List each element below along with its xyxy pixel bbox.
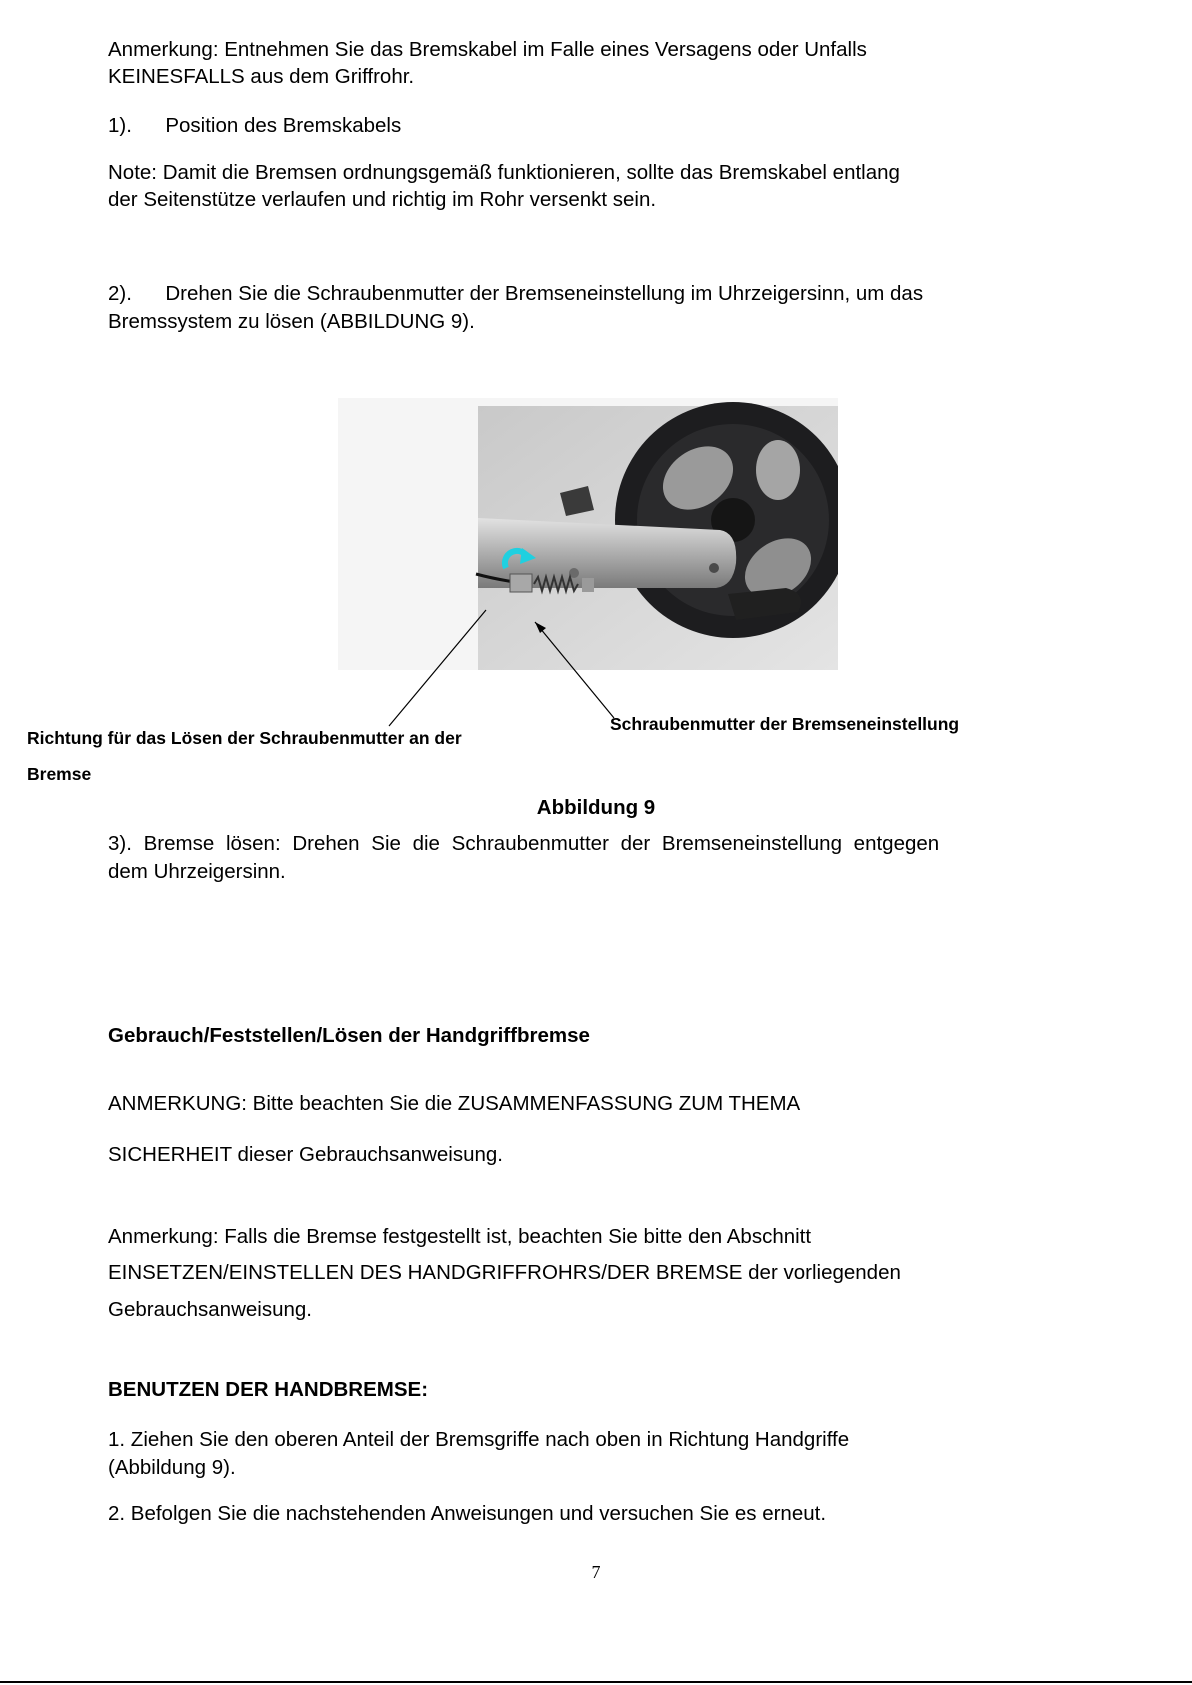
leader-line-right bbox=[535, 622, 614, 718]
page-number: 7 bbox=[591, 1562, 601, 1582]
figure-caption: Abbildung 9 bbox=[536, 796, 656, 819]
handbrake-step1-line1: 1. Ziehen Sie den oberen Anteil der Bremsgriffe nach oben in Richtung Handgriffe bbox=[108, 1428, 850, 1451]
note-function-line2: der Seitenstütze verlaufen und richtig im Rohr versenkt sein. bbox=[108, 188, 657, 211]
note-locked-line1: Anmerkung: Falls die Bremse festgestellt ist, beachten Sie bitte den Abschnitt bbox=[108, 1225, 812, 1248]
note-locked-line3: Gebrauchsanweisung. bbox=[108, 1298, 312, 1321]
step1-text: Position des Bremskabels bbox=[165, 114, 402, 137]
figure-label-nut: Schraubenmutter der Bremseneinstellung bbox=[610, 714, 960, 734]
heading-handbrake: BENUTZEN DER HANDBREMSE: bbox=[108, 1378, 429, 1401]
step3-line1: 3). Bremse lösen: Drehen Sie die Schraubenmutter der Bremseneinstellung entgegen bbox=[108, 832, 940, 855]
step1-number: 1). bbox=[108, 114, 132, 137]
step3-line2: dem Uhrzeigersinn. bbox=[108, 860, 286, 883]
bottom-rule bbox=[0, 1681, 1192, 1683]
figure-label-direction-line1: Richtung für das Lösen der Schraubenmutter an der bbox=[27, 728, 462, 748]
leader-arrow-right bbox=[535, 622, 546, 633]
note-cable-line2: KEINESFALLS aus dem Griffrohr. bbox=[108, 65, 415, 88]
step2-text-line1: Drehen Sie die Schraubenmutter der Bremseneinstellung im Uhrzeigersinn, um das bbox=[165, 282, 924, 305]
heading-use: Gebrauch/Feststellen/Lösen der Handgriffbremse bbox=[108, 1024, 590, 1047]
leader-line-left bbox=[389, 610, 486, 726]
figure-label-direction-line2: Bremse bbox=[27, 764, 92, 784]
note-safety-line2: SICHERHEIT dieser Gebrauchsanweisung. bbox=[108, 1143, 503, 1166]
note-function-line1: Note: Damit die Bremsen ordnungsgemäß funktionieren, sollte das Bremskabel entlang bbox=[108, 161, 900, 184]
handbrake-step2: 2. Befolgen Sie die nachstehenden Anweisungen und versuchen Sie es erneut. bbox=[108, 1502, 827, 1525]
step2-line2: Bremssystem zu lösen (ABBILDUNG 9). bbox=[108, 310, 475, 333]
step2-number: 2). bbox=[108, 282, 132, 305]
note-cable-line1: Anmerkung: Entnehmen Sie das Bremskabel im Falle eines Versagens oder Unfalls bbox=[108, 38, 867, 61]
note-safety-line1: ANMERKUNG: Bitte beachten Sie die ZUSAMMENFASSUNG ZUM THEMA bbox=[108, 1092, 801, 1115]
handbrake-step1-line2: (Abbildung 9). bbox=[108, 1456, 236, 1479]
note-locked-line2: EINSETZEN/EINSTELLEN DES HANDGRIFFROHRS/DER BREMSE der vorliegenden bbox=[108, 1261, 901, 1284]
